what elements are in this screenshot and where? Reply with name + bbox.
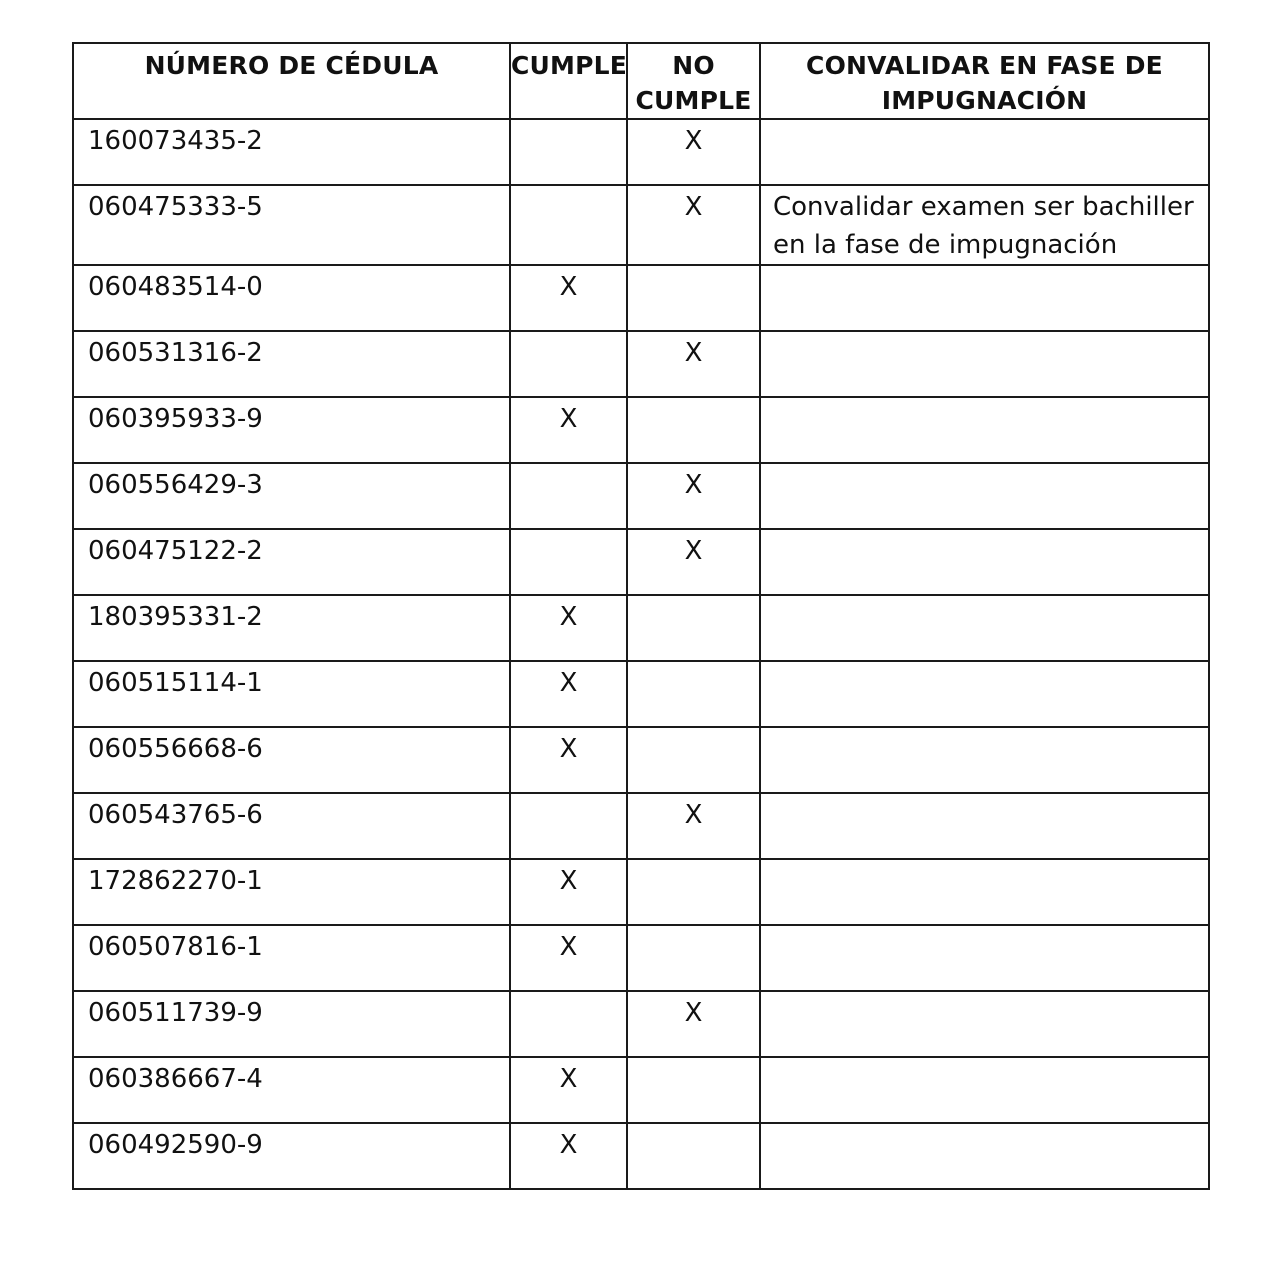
no-cumple-cell	[627, 397, 760, 463]
table-row	[73, 119, 1209, 185]
cumple-cell	[510, 185, 627, 265]
convalidar-cell	[760, 331, 1209, 397]
no-cumple-cell: X	[627, 793, 760, 859]
cedula-cell: 060475333-5	[73, 185, 510, 265]
table-row	[73, 991, 1209, 1057]
cumple-cell	[510, 119, 627, 185]
cedula-cell: 060483514-0	[73, 265, 510, 331]
cumple-cell: X	[510, 661, 627, 727]
table-row	[73, 793, 1209, 859]
table-row	[73, 185, 1209, 265]
convalidar-cell	[760, 397, 1209, 463]
table-row	[73, 1123, 1209, 1189]
table-row	[73, 529, 1209, 595]
cumple-cell	[510, 991, 627, 1057]
cumple-cell: X	[510, 859, 627, 925]
cumple-cell	[510, 331, 627, 397]
no-cumple-cell: X	[627, 991, 760, 1057]
cedula-cell: 060386667-4	[73, 1057, 510, 1123]
no-cumple-cell: X	[627, 463, 760, 529]
table-row	[73, 397, 1209, 463]
cumple-cell: X	[510, 595, 627, 661]
convalidar-cell	[760, 793, 1209, 859]
no-cumple-cell	[627, 265, 760, 331]
header-row	[73, 43, 1209, 119]
no-cumple-cell: X	[627, 529, 760, 595]
cumple-cell: X	[510, 925, 627, 991]
no-cumple-cell	[627, 925, 760, 991]
no-cumple-cell	[627, 1057, 760, 1123]
header-convalidar: CONVALIDAR EN FASE DE IMPUGNACIÓN	[760, 43, 1209, 119]
no-cumple-cell: X	[627, 119, 760, 185]
results-table	[72, 42, 1210, 1190]
no-cumple-cell	[627, 1123, 760, 1189]
header-no-cumple: NO CUMPLE	[627, 43, 760, 119]
no-cumple-cell	[627, 661, 760, 727]
convalidar-cell	[760, 727, 1209, 793]
cumple-cell	[510, 793, 627, 859]
convalidar-cell	[760, 661, 1209, 727]
header-cumple: CUMPLE	[510, 43, 627, 119]
convalidar-cell	[760, 859, 1209, 925]
cedula-cell: 060492590-9	[73, 1123, 510, 1189]
table-row	[73, 925, 1209, 991]
convalidar-cell: Convalidar examen ser bachiller en la fase de impugnación	[760, 185, 1209, 265]
convalidar-cell	[760, 529, 1209, 595]
cumple-cell: X	[510, 727, 627, 793]
no-cumple-cell	[627, 727, 760, 793]
convalidar-cell	[760, 119, 1209, 185]
table-row	[73, 727, 1209, 793]
convalidar-cell	[760, 595, 1209, 661]
cedula-cell: 160073435-2	[73, 119, 510, 185]
cedula-cell: 060515114-1	[73, 661, 510, 727]
cumple-cell	[510, 463, 627, 529]
cumple-cell: X	[510, 265, 627, 331]
table-row	[73, 1057, 1209, 1123]
table-row	[73, 463, 1209, 529]
cedula-cell: 060531316-2	[73, 331, 510, 397]
cedula-cell: 180395331-2	[73, 595, 510, 661]
convalidar-cell	[760, 1123, 1209, 1189]
convalidar-cell	[760, 463, 1209, 529]
table-row	[73, 859, 1209, 925]
cedula-cell: 060395933-9	[73, 397, 510, 463]
convalidar-cell	[760, 991, 1209, 1057]
no-cumple-cell	[627, 859, 760, 925]
convalidar-cell	[760, 265, 1209, 331]
no-cumple-cell	[627, 595, 760, 661]
cedula-cell: 060556668-6	[73, 727, 510, 793]
header-cedula: NÚMERO DE CÉDULA	[73, 43, 510, 119]
table-row	[73, 265, 1209, 331]
cedula-cell: 060511739-9	[73, 991, 510, 1057]
cumple-cell	[510, 529, 627, 595]
cumple-cell: X	[510, 1057, 627, 1123]
cedula-cell: 060543765-6	[73, 793, 510, 859]
cedula-cell: 172862270-1	[73, 859, 510, 925]
no-cumple-cell: X	[627, 185, 760, 265]
cedula-cell: 060507816-1	[73, 925, 510, 991]
convalidar-cell	[760, 1057, 1209, 1123]
cedula-cell: 060556429-3	[73, 463, 510, 529]
cumple-cell: X	[510, 397, 627, 463]
no-cumple-cell: X	[627, 331, 760, 397]
table-row	[73, 331, 1209, 397]
table-row	[73, 661, 1209, 727]
convalidar-cell	[760, 925, 1209, 991]
table-row	[73, 595, 1209, 661]
cumple-cell: X	[510, 1123, 627, 1189]
cedula-cell: 060475122-2	[73, 529, 510, 595]
